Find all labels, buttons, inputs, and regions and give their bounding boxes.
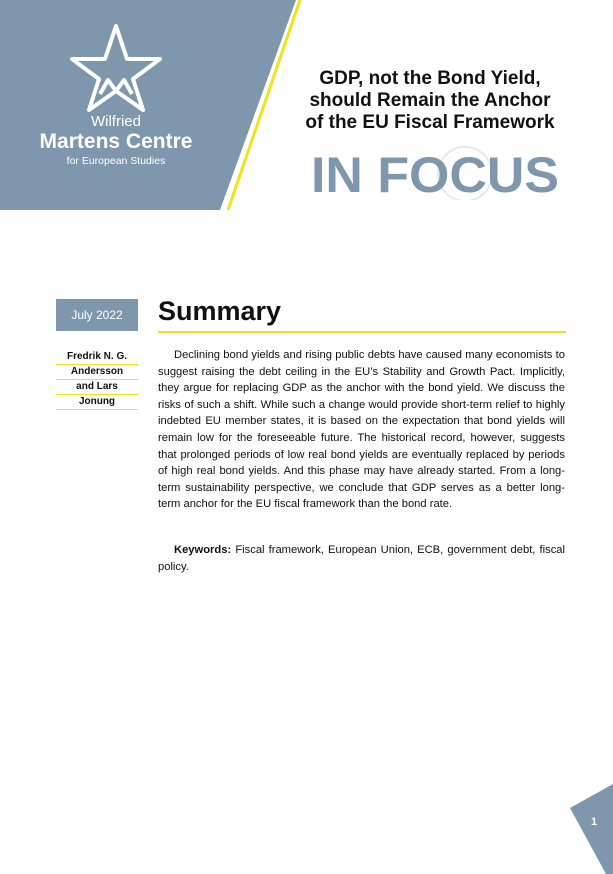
author-line: Jonung <box>56 395 138 410</box>
logo-line-3: for European Studies <box>66 155 166 167</box>
authors <box>56 350 138 410</box>
summary-heading: Summary <box>158 293 566 333</box>
page-number: 1 <box>591 816 598 828</box>
series-title-text: IN FOCUS <box>311 147 559 200</box>
publication-date: July 2022 <box>56 299 138 331</box>
title-line-2: should Remain the Anchor <box>309 90 551 111</box>
author-line: Fredrik N. G. <box>56 350 138 365</box>
title-line-1: GDP, not the Bond Yield, <box>319 68 541 89</box>
series-title <box>300 140 570 200</box>
keywords <box>158 542 565 575</box>
author-line: and Lars <box>56 380 138 395</box>
keywords-text: Fiscal framework, European Union, ECB, government debt, fiscal policy. <box>158 544 566 573</box>
page-corner <box>570 784 613 874</box>
document-title <box>285 68 575 134</box>
summary-body: Declining bond yields and rising public debts have caused many economists to suggest raising the debt ceiling in the EU’s Stability and Growth Pact. Implicitly, they argue for replacing GDP as the anchor with the bond yield. We discuss the risks of such a shift. While such a change would provide short-term relief to highly indebted EU member states, it is based on the expectation that bond yields will remain low for the foreseeable future. The historical record, however, suggests that prolonged periods of low real bond yields are eventually replaced by periods of high real bond yields. And this phase may have already started. From a long-term sustainability perspective, we conclude that GDP serves as a better long-term anchor for the EU fiscal framework than the bond rate. <box>158 349 565 511</box>
logo-line-2: Martens Centre <box>39 130 193 153</box>
star-icon <box>68 20 164 112</box>
title-line-3: of the EU Fiscal Framework <box>305 112 555 133</box>
logo-line-1: Wilfried <box>90 113 141 130</box>
keywords-label: Keywords: <box>174 544 232 556</box>
martens-centre-logo <box>0 20 232 168</box>
author-line: Andersson <box>56 365 138 380</box>
